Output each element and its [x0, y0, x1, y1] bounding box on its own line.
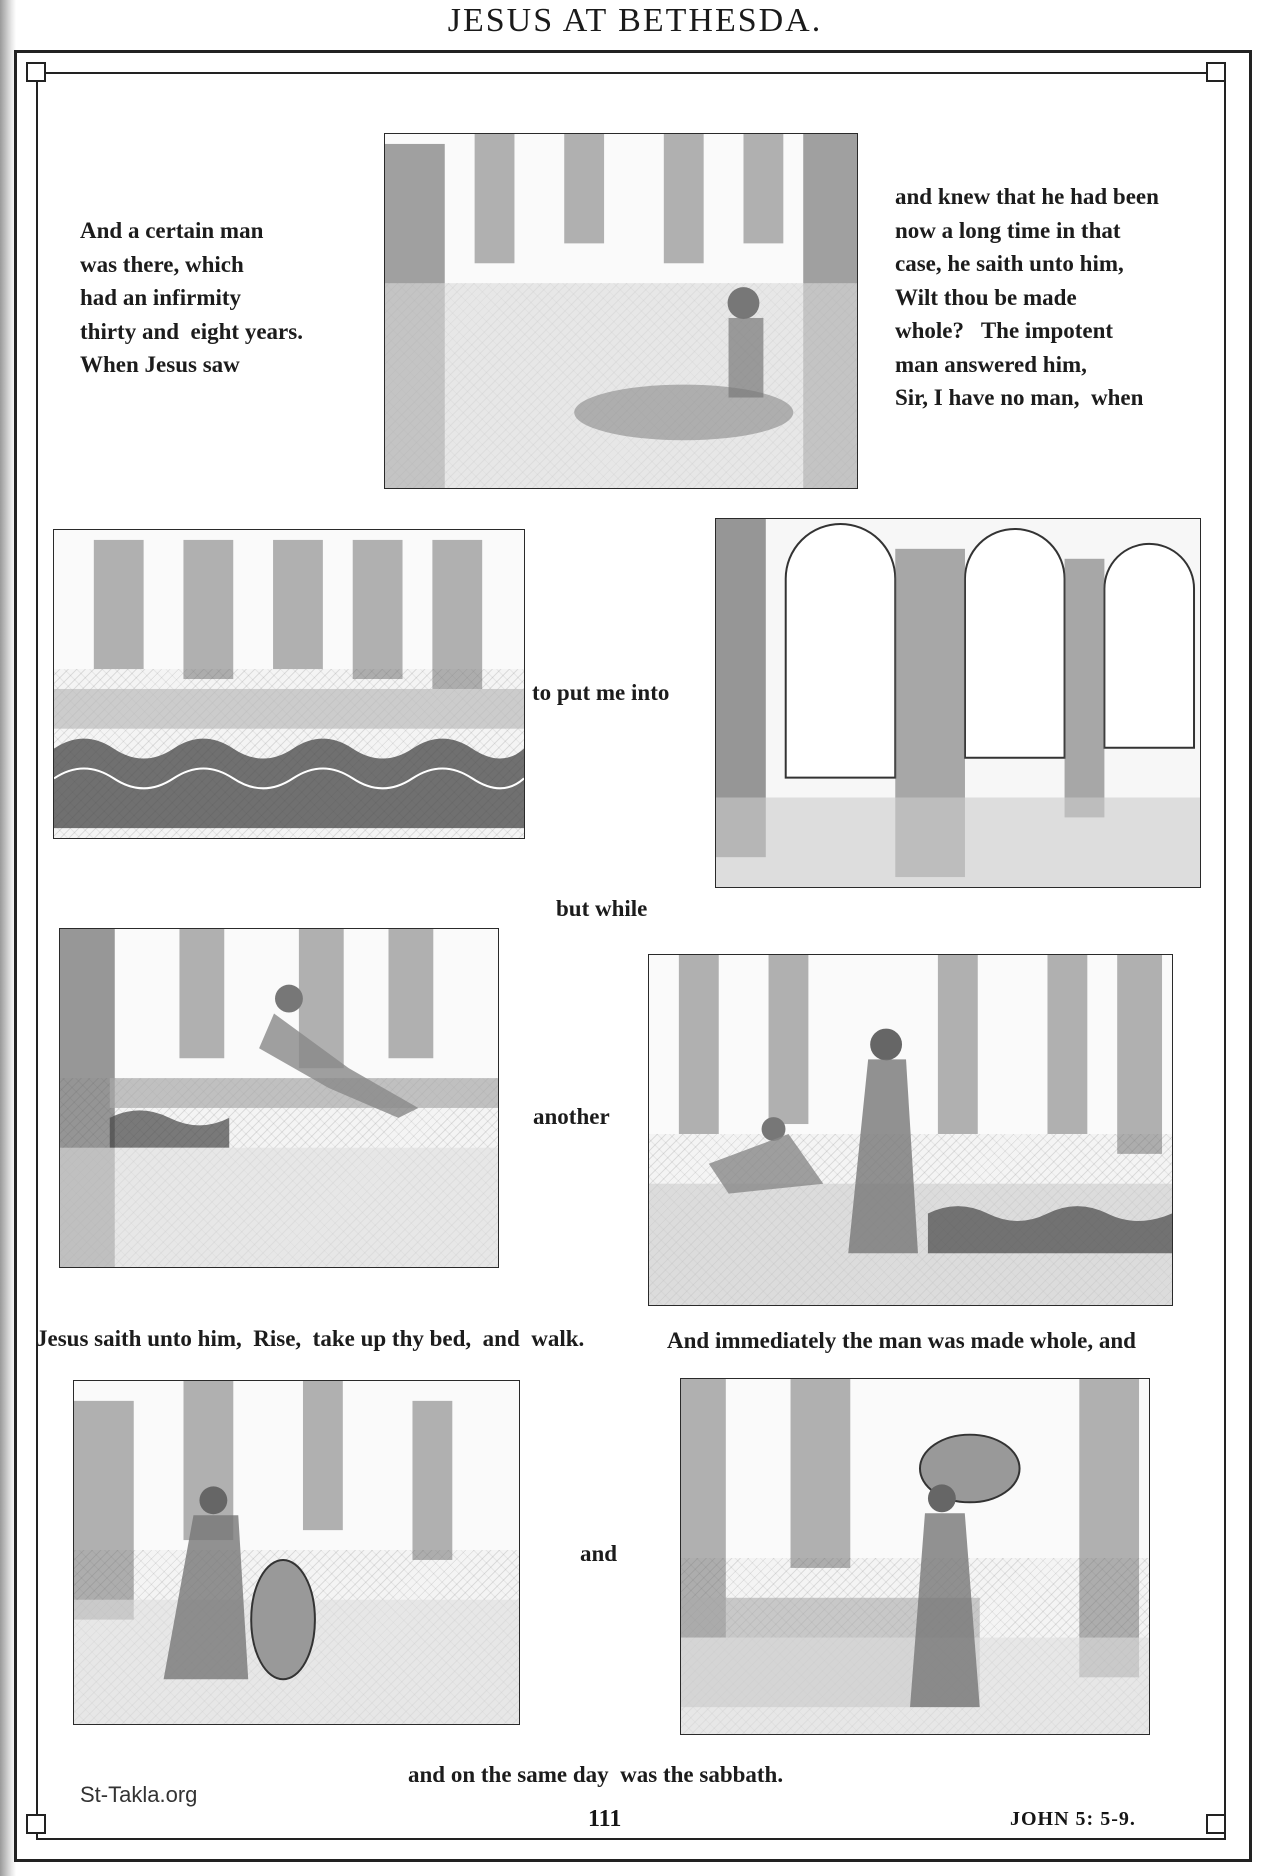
corner-ornament-bottom-left	[26, 1814, 46, 1834]
engraving-illustration-icon	[54, 530, 524, 838]
engraving-illustration-icon	[649, 955, 1172, 1305]
text-immediately: And immediately the man was made whole, and	[667, 1328, 1136, 1353]
illustration-man-lying-on-mat	[384, 133, 858, 489]
text-knew-he-had-been: and knew that he had been now a long time in that case, he saith unto him, Wilt thou be made whole? The impotent man answered him, Sir, I have no man, when	[895, 184, 1159, 410]
text-and: and	[580, 1541, 618, 1566]
watermark: St-Takla.org	[80, 1782, 198, 1807]
engraving-illustration-icon	[60, 929, 498, 1267]
text-another: another	[533, 1104, 610, 1129]
illustration-porch-arches	[715, 518, 1201, 888]
text-put-me-into: to put me into	[532, 680, 670, 705]
corner-ornament-top-right	[1206, 62, 1226, 82]
engraving-illustration-icon	[681, 1379, 1149, 1734]
illustration-pool-water	[53, 529, 525, 839]
text-jesus-saith: Jesus saith unto him, Rise, take up thy bed, and walk.	[36, 1326, 585, 1351]
page-number: 111	[588, 1806, 622, 1832]
page-title: JESUS AT BETHESDA.	[447, 2, 823, 39]
illustration-man-rolling-bed	[73, 1380, 520, 1725]
corner-ornament-bottom-right	[1206, 1814, 1226, 1834]
scripture-reference: JOHN 5: 5-9.	[1010, 1808, 1136, 1830]
text-sabbath: and on the same day was the sabbath.	[408, 1762, 784, 1787]
corner-ornament-top-left	[26, 62, 46, 82]
engraving-illustration-icon	[716, 519, 1200, 887]
illustration-man-crawling-to-pool	[59, 928, 499, 1268]
text-but-while: but while	[556, 896, 648, 921]
engraving-illustration-icon	[385, 134, 857, 488]
text-certain-man: And a certain man was there, which had an infirmity thirty and eight years. When Jesus saw	[80, 218, 303, 377]
illustration-man-carrying-bed	[680, 1378, 1150, 1735]
engraving-illustration-icon	[74, 1381, 519, 1724]
illustration-another-steps-down	[648, 954, 1173, 1306]
